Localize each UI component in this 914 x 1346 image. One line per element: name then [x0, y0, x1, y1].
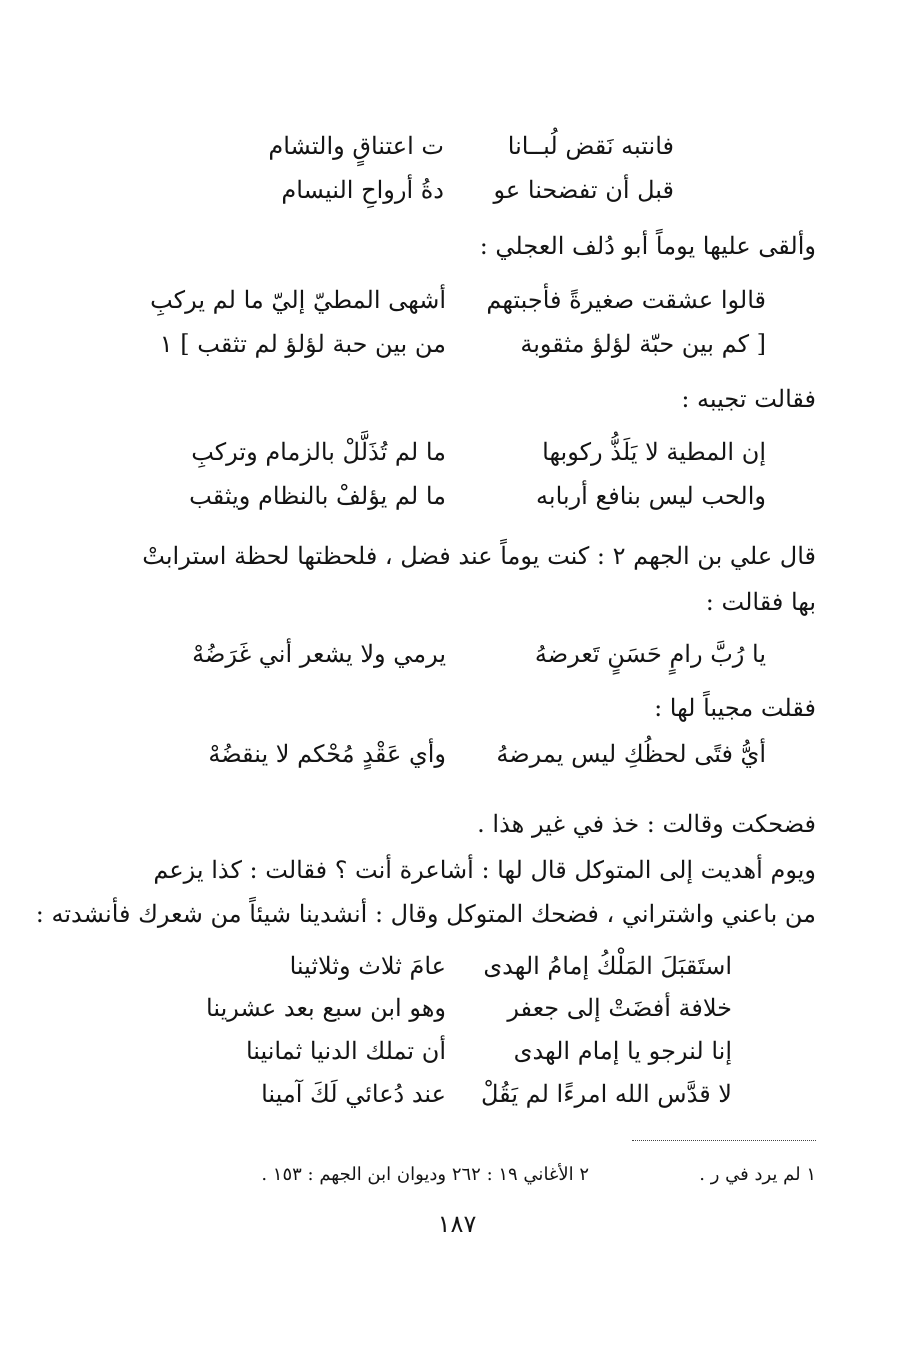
verse-line	[191, 434, 766, 470]
verse-hemistich-right: فانتبه نَقض لُبــانا	[507, 132, 674, 160]
verse-line	[150, 282, 766, 318]
verse-hemistich-left: من بين حبة لؤلؤ لم تثقب ] ١	[159, 330, 446, 358]
verse-hemistich-right: إنا لنرجو يا إمام الهدى	[513, 1037, 732, 1065]
verse-line	[206, 990, 732, 1026]
verse-hemistich-left: أن تملك الدنيا ثمانينا	[245, 1037, 446, 1065]
verse-line	[160, 326, 766, 362]
verse-hemistich-right: خلافة أفضَتْ إلى جعفر	[507, 994, 732, 1022]
verse-hemistich-left: يرمي ولا يشعر أني غَرَضُهْ	[192, 640, 446, 668]
verse-hemistich-right: قبل أن تفضحنا عو	[493, 176, 674, 204]
footnote-divider	[632, 1140, 816, 1141]
verse-hemistich-right: قالوا عشقت صغيرةً فأجبتهم	[486, 286, 766, 314]
verse-line	[268, 128, 674, 164]
verse-hemistich-left: ما لم يؤلفْ بالنظام ويثقب	[189, 482, 446, 510]
verse-hemistich-right: والحب ليس بنافع أربابه	[536, 482, 766, 510]
footnote-2: ٢ الأغاني ١٩ : ٢٦٢ وديوان ابن الجهم : ١٥٣ .	[261, 1164, 589, 1185]
verse-line	[261, 1076, 732, 1112]
verse-line	[189, 478, 766, 514]
verse-hemistich-left: دةُ أرواحِ النيسام	[281, 176, 444, 204]
verse-hemistich-right: يا رُبَّ رامٍ حَسَنٍ تَعرضهُ	[534, 640, 766, 668]
verse-hemistich-right: أيُّ فتًى لحظُكِ ليس يمرضهُ	[496, 740, 766, 768]
verse-hemistich-left: أشهى المطيّ إليّ ما لم يركبِ	[150, 286, 446, 314]
verse-line	[246, 1033, 732, 1069]
prose-line: فضحكت وقالت : خذ في غير هذا .	[477, 810, 816, 838]
verse-line	[290, 948, 732, 984]
verse-line	[192, 636, 766, 672]
verse-hemistich-left: وأي عَقْدٍ مُحْكم لا ينقضُهْ	[208, 740, 446, 768]
prose-line: بها فقالت :	[705, 588, 816, 616]
verse-hemistich-left: وهو ابن سبع بعد عشرينا	[206, 994, 446, 1022]
prose-line: وألقى عليها يوماً أبو دُلف العجلي :	[479, 232, 816, 260]
verse-hemistich-left: ما لم تُذَلَّلْ بالزمام وتركبِ	[191, 438, 446, 466]
verse-hemistich-right: [ كم بين حبّة لؤلؤ مثقوبة	[520, 330, 766, 358]
prose-line: قال علي بن الجهم ٢ : كنت يوماً عند فضل ، فلحظتها لحظة استرابتْ	[142, 542, 816, 570]
footnote-1: ١ لم يرد في ر .	[699, 1164, 816, 1185]
verse-hemistich-left: عامَ ثلاث وثلاثينا	[289, 952, 446, 980]
verse-hemistich-left: عند دُعائي لَكَ آمينا	[261, 1080, 446, 1108]
verse-hemistich-right: لا قدَّس الله امرءًا لم يَقُلْ	[481, 1080, 732, 1108]
verse-line	[281, 172, 674, 208]
prose-line: من باعني واشتراني ، فضحك المتوكل وقال : أنشدينا شيئاً من شعرك فأنشدته :	[35, 900, 816, 928]
verse-hemistich-right: إن المطية لا يَلَذُّ ركوبها	[542, 438, 766, 466]
prose-line: فقلت مجيباً لها :	[654, 694, 816, 722]
verse-hemistich-right: استَقبَلَ المَلْكُ إمامُ الهدى	[483, 952, 732, 980]
page-number: ١٨٧	[437, 1210, 477, 1238]
prose-line: فقالت تجيبه :	[681, 385, 816, 413]
prose-line: ويوم أهديت إلى المتوكل قال لها : أشاعرة أنت ؟ فقالت : كذا يزعم	[153, 856, 816, 884]
verse-line	[208, 736, 766, 772]
verse-hemistich-left: ت اعتناقٍ والتشام	[268, 132, 444, 160]
